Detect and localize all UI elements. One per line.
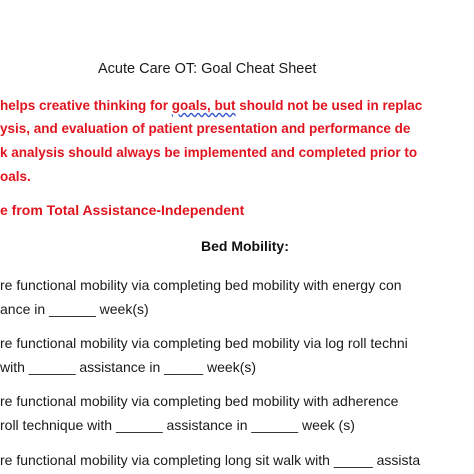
disclaimer-text: should not be used in replac: [235, 98, 423, 113]
goal-4-line-1: re functional mobility via completing long sit walk with _____ assista: [0, 452, 421, 468]
section-heading: Bed Mobility:: [201, 238, 289, 254]
goal-3-line-2: roll technique with ______ assistance in ______ week (s): [0, 417, 355, 433]
goal-1-line-2: ance in ______ week(s): [0, 301, 149, 317]
disclaimer-text: helps creative thinking for: [0, 98, 172, 113]
disclaimer-line-4: oals.: [0, 169, 31, 184]
disclaimer-line-1: [0, 97, 422, 114]
goal-3-line-1: re functional mobility via completing bed mobility with adherence: [0, 393, 399, 409]
goal-1-line-1: re functional mobility via completing bed mobility with energy con: [0, 277, 402, 293]
document-title: Acute Care OT: Goal Cheat Sheet: [98, 61, 317, 77]
disclaimer-line-3: k analysis should always be implemented and completed prior to: [0, 145, 418, 160]
goal-2-line-1: re functional mobility via completing bed mobility via log roll techni: [0, 335, 408, 351]
goal-2-line-2: with ______ assistance in _____ week(s): [0, 359, 257, 375]
disclaimer-underlined-text: goals, but: [171, 98, 236, 113]
disclaimer-line-2: ysis, and evaluation of patient presentation and performance de: [0, 121, 411, 136]
scale-note: e from Total Assistance-Independent: [0, 202, 245, 218]
